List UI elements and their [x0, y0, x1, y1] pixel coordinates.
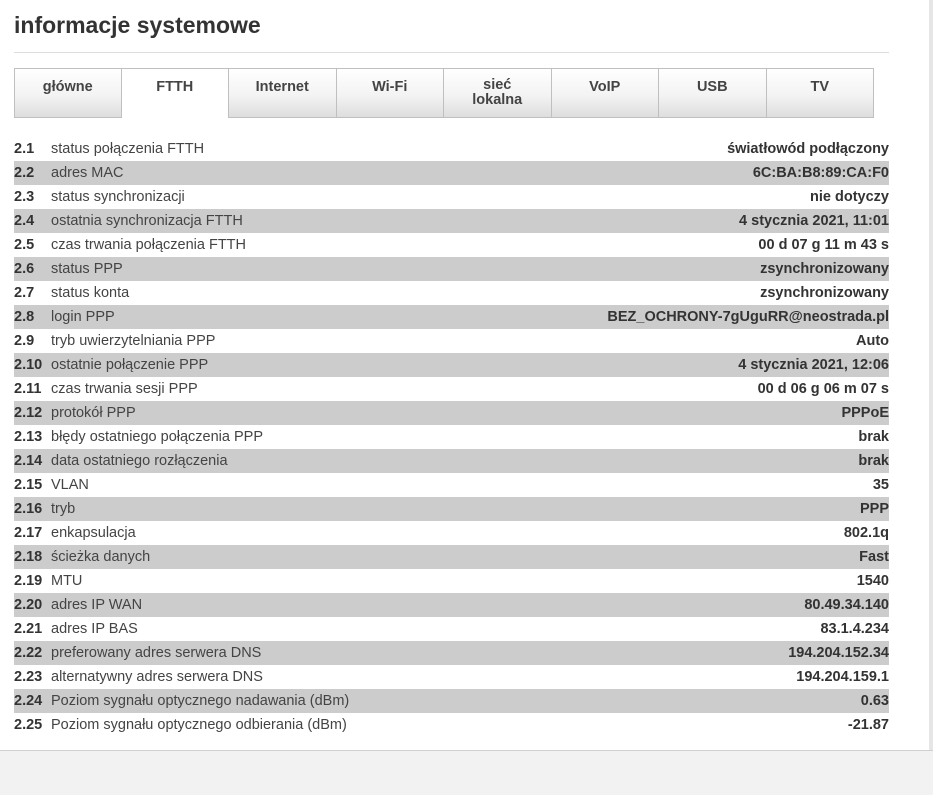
table-row: [14, 713, 889, 737]
row-value: PPP: [859, 501, 889, 517]
row-number: 2.13: [14, 429, 43, 445]
table-row: [14, 545, 889, 569]
row-label: czas trwania sesji PPP: [51, 381, 198, 397]
row-label: tryb uwierzytelniania PPP: [51, 333, 216, 349]
row-value: 80.49.34.140: [804, 597, 889, 613]
table-row: [14, 185, 889, 209]
table-row: [14, 329, 889, 353]
row-value: zsynchronizowany: [760, 285, 889, 301]
tab-wifi[interactable]: [337, 68, 445, 118]
row-value: 194.204.159.1: [796, 669, 889, 685]
row-label: status PPP: [51, 261, 123, 277]
row-label: Poziom sygnału optycznego nadawania (dBm): [51, 693, 350, 709]
row-value: PPPoE: [841, 405, 889, 421]
page-title: informacje systemowe: [14, 12, 261, 38]
row-number: 2.3: [14, 189, 35, 205]
row-number: 2.23: [14, 669, 43, 685]
row-value: brak: [858, 453, 889, 469]
tab-label: USB: [696, 78, 728, 95]
tab-label: sieć lokalna: [472, 77, 523, 108]
row-number: 2.18: [14, 549, 43, 565]
row-label: data ostatniego rozłączenia: [51, 453, 228, 469]
tab-tv[interactable]: [767, 68, 875, 118]
row-number: 2.10: [14, 357, 43, 373]
table-row: [14, 305, 889, 329]
tab-label: TV: [810, 78, 830, 95]
info-table: [14, 137, 889, 737]
table-row: [14, 641, 889, 665]
row-number: 2.5: [14, 237, 35, 253]
row-value: BEZ_OCHRONY-7gUguRR@neostrada.pl: [607, 309, 889, 325]
row-value: Auto: [855, 333, 889, 349]
row-value: 4 stycznia 2021, 12:06: [738, 357, 889, 373]
row-number: 2.9: [14, 333, 35, 349]
row-number: 2.2: [14, 165, 35, 181]
row-label: błędy ostatniego połączenia PPP: [51, 429, 264, 445]
tab-label: VoIP: [589, 78, 621, 95]
row-number: 2.17: [14, 525, 43, 541]
row-number: 2.12: [14, 405, 43, 421]
row-value: 194.204.152.34: [788, 645, 889, 661]
row-label: czas trwania połączenia FTTH: [51, 237, 247, 253]
row-number: 2.22: [14, 645, 43, 661]
title-divider: [14, 52, 889, 53]
table-row: [14, 401, 889, 425]
table-row: [14, 377, 889, 401]
row-label: status połączenia FTTH: [51, 141, 205, 157]
row-label: adres IP BAS: [51, 621, 138, 637]
right-edge-bar: [929, 0, 933, 750]
row-number: 2.25: [14, 717, 43, 733]
table-row: [14, 233, 889, 257]
row-value: 00 d 06 g 06 m 07 s: [757, 381, 889, 397]
row-value: zsynchronizowany: [760, 261, 889, 277]
row-label: preferowany adres serwera DNS: [51, 645, 262, 661]
row-label: Poziom sygnału optycznego odbierania (dBm): [51, 717, 347, 733]
table-row: [14, 473, 889, 497]
row-label: ostatnie połączenie PPP: [51, 357, 209, 373]
row-label: adres IP WAN: [51, 597, 143, 613]
row-number: 2.19: [14, 573, 43, 589]
row-label: ścieżka danych: [51, 549, 151, 565]
table-row: [14, 449, 889, 473]
row-number: 2.8: [14, 309, 35, 325]
row-number: 2.4: [14, 213, 35, 229]
row-number: 2.24: [14, 693, 43, 709]
table-row: [14, 593, 889, 617]
row-label: login PPP: [51, 309, 115, 325]
row-value: 1540: [856, 573, 889, 589]
table-row: [14, 161, 889, 185]
row-label: tryb: [51, 501, 76, 517]
row-label: adres MAC: [51, 165, 124, 181]
row-number: 2.15: [14, 477, 43, 493]
row-value: 4 stycznia 2021, 11:01: [739, 213, 889, 229]
table-row: [14, 689, 889, 713]
table-row: [14, 569, 889, 593]
row-value: nie dotyczy: [810, 189, 889, 205]
tab-siec-lokalna[interactable]: [444, 68, 552, 118]
row-number: 2.20: [14, 597, 43, 613]
row-value: 35: [872, 477, 889, 493]
row-number: 2.7: [14, 285, 35, 301]
table-row: [14, 209, 889, 233]
row-label: enkapsulacja: [51, 525, 136, 541]
row-value: Fast: [859, 549, 889, 565]
row-value: 6C:BA:B8:89:CA:F0: [752, 165, 889, 181]
row-label: status konta: [51, 285, 130, 301]
row-number: 2.16: [14, 501, 43, 517]
row-number: 2.21: [14, 621, 43, 637]
tab-voip[interactable]: [552, 68, 660, 118]
tab-bar: [14, 68, 874, 118]
footer: [0, 751, 933, 795]
table-row: [14, 353, 889, 377]
row-value: 0.63: [860, 693, 889, 709]
row-label: protokół PPP: [51, 405, 136, 421]
tab-label: FTTH: [156, 79, 194, 95]
row-label: status synchronizacji: [51, 189, 185, 205]
row-number: 2.14: [14, 453, 43, 469]
row-value: 802.1q: [843, 525, 889, 541]
row-value: 00 d 07 g 11 m 43 s: [758, 237, 889, 253]
row-value: brak: [858, 429, 889, 445]
table-row: [14, 497, 889, 521]
row-number: 2.11: [14, 381, 42, 397]
tab-label: Wi-Fi: [372, 78, 408, 95]
row-label: ostatnia synchronizacja FTTH: [51, 213, 243, 229]
tab-internet[interactable]: [229, 68, 337, 118]
table-row: [14, 521, 889, 545]
tab-ftth[interactable]: [122, 68, 230, 118]
tab-usb[interactable]: [659, 68, 767, 118]
tab-label: Internet: [255, 78, 309, 95]
table-row: [14, 665, 889, 689]
row-value: -21.87: [847, 717, 889, 733]
row-label: VLAN: [51, 477, 89, 493]
table-row: [14, 137, 889, 161]
row-value: 83.1.4.234: [820, 621, 889, 637]
row-value: światłowód podłączony: [727, 141, 889, 157]
table-row: [14, 425, 889, 449]
tab-glowne[interactable]: [14, 68, 122, 118]
row-number: 2.6: [14, 261, 35, 277]
table-row: [14, 281, 889, 305]
tab-label: główne: [42, 78, 93, 95]
row-number: 2.1: [14, 141, 35, 157]
table-row: [14, 257, 889, 281]
row-label: alternatywny adres serwera DNS: [51, 669, 263, 685]
row-label: MTU: [51, 573, 83, 589]
table-row: [14, 617, 889, 641]
